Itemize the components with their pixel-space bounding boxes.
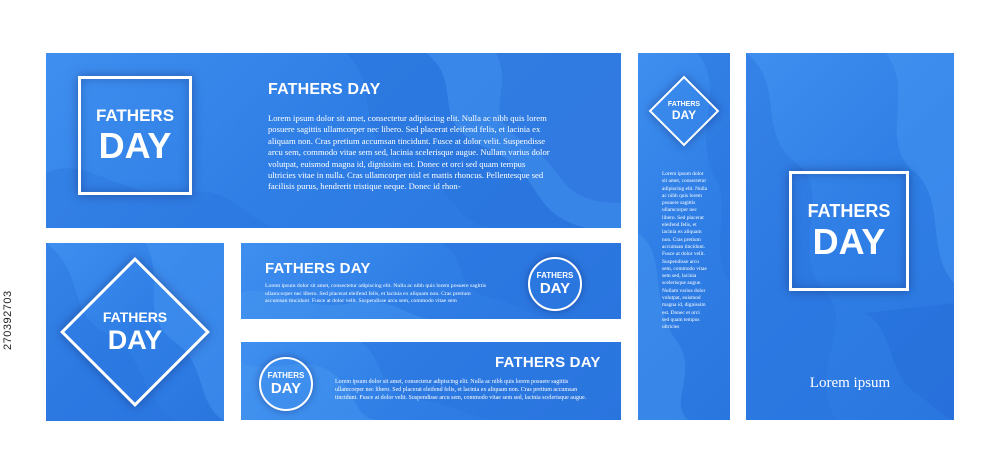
- banner-heading: FATHERS DAY: [268, 81, 381, 98]
- banner-square: [46, 243, 224, 421]
- banner-mid: [241, 243, 621, 319]
- banner-paragraph: Lorem ipsum dolor sit amet, consectetur adipiscing elit. Nulla ac nibh quis lorem posuere sagittis ullamcorper nec libero. Sed placerat eleifend felis, et lacinia ex aliquam non. Cras pretium accumsan tincidunt. Fusce at dolor velit. Suspendisse arcu sem, commodo vitae sem sed, lacinia scelerisque augue.: [335, 379, 587, 402]
- badge-text: [668, 101, 700, 121]
- banner-bottom: [241, 342, 621, 420]
- fathers-day-badge: [60, 257, 210, 407]
- badge-text: [103, 310, 167, 354]
- badge-line2: DAY: [98, 125, 172, 166]
- fathers-day-badge: [528, 257, 582, 311]
- fathers-day-badge: [644, 71, 724, 151]
- banner-paragraph: Lorem ipsum dolor sit amet, consectetur adipiscing elit. Nulla ac nibh quis lorem posuere sagittis ullamcorper nec libero. Sed placerat eleifend felis, et lacinia ex aliquam non. Cras pretium accumsan tincidunt. Fusce at dolor velit. Suspendisse arcu sem, commodo vitae sem sed, lacinia scelerisque augue. Nullam varius dolor volutpat, euismod magna id, dignissim est. Donec et orci sed quam tempus ultricies vitae in nulla. Cras ullamcorper nisl et mattis rhoncus. Pellentesque sed facilisis purus, hendrerit tristique neque. Donec id rhon-: [268, 113, 550, 192]
- badge-line1: FATHERS: [102, 309, 168, 325]
- fathers-day-badge: [259, 357, 313, 411]
- badge-line1: FATHERS: [267, 371, 305, 380]
- badge-line1: FATHERS: [667, 101, 701, 108]
- banner-skyscraper: [638, 53, 730, 420]
- badge-line2: DAY: [107, 325, 163, 355]
- fathers-day-badge: [78, 76, 192, 195]
- banner-paragraph: Lorem ipsum dolor sit amet, consectetur adipiscing elit. Nulla ac nibh quis lorem posuere sagittis ullamcorper nec libero. Sed placerat eleifend felis, et lacinia ex aliquam non. Cras pretium accumsan tincidunt. Fusce at dolor velit. Suspendisse arcu sem, commodo vitae sem sed, lacinia scelerisque augue. Nullam varius dolor volutpat, euismod magna id, dignissim est. Donec et orci sed quam tempus ultricies: [662, 171, 708, 331]
- banner-tall: [746, 53, 954, 420]
- fathers-day-badge: [789, 171, 909, 291]
- banner-paragraph: Lorem ipsum dolor sit amet, consectetur adipiscing elit. Nulla ac nibh quis lorem posuere sagittis ullamcorper nec libero. Sed placerat eleifend felis, et lacinia ex aliquam non. Cras pretium accumsan tincidunt. Fusce at dolor velit. Suspendisse arcu sem, commodo vitae sem: [265, 283, 487, 305]
- badge-line2: DAY: [270, 380, 302, 397]
- banner-large: [46, 53, 621, 228]
- badge-line2: DAY: [539, 280, 571, 297]
- banner-heading: FATHERS DAY: [265, 260, 371, 277]
- banner-caption: Lorem ipsum: [809, 375, 891, 391]
- badge-line1: FATHERS: [95, 106, 175, 125]
- stock-image-id: 270392703: [2, 290, 14, 350]
- banner-heading: FATHERS DAY: [495, 354, 601, 371]
- badge-line2: DAY: [671, 108, 697, 122]
- badge-line2: DAY: [812, 221, 886, 262]
- badge-line1: FATHERS: [807, 201, 891, 221]
- badge-line1: FATHERS: [536, 271, 574, 280]
